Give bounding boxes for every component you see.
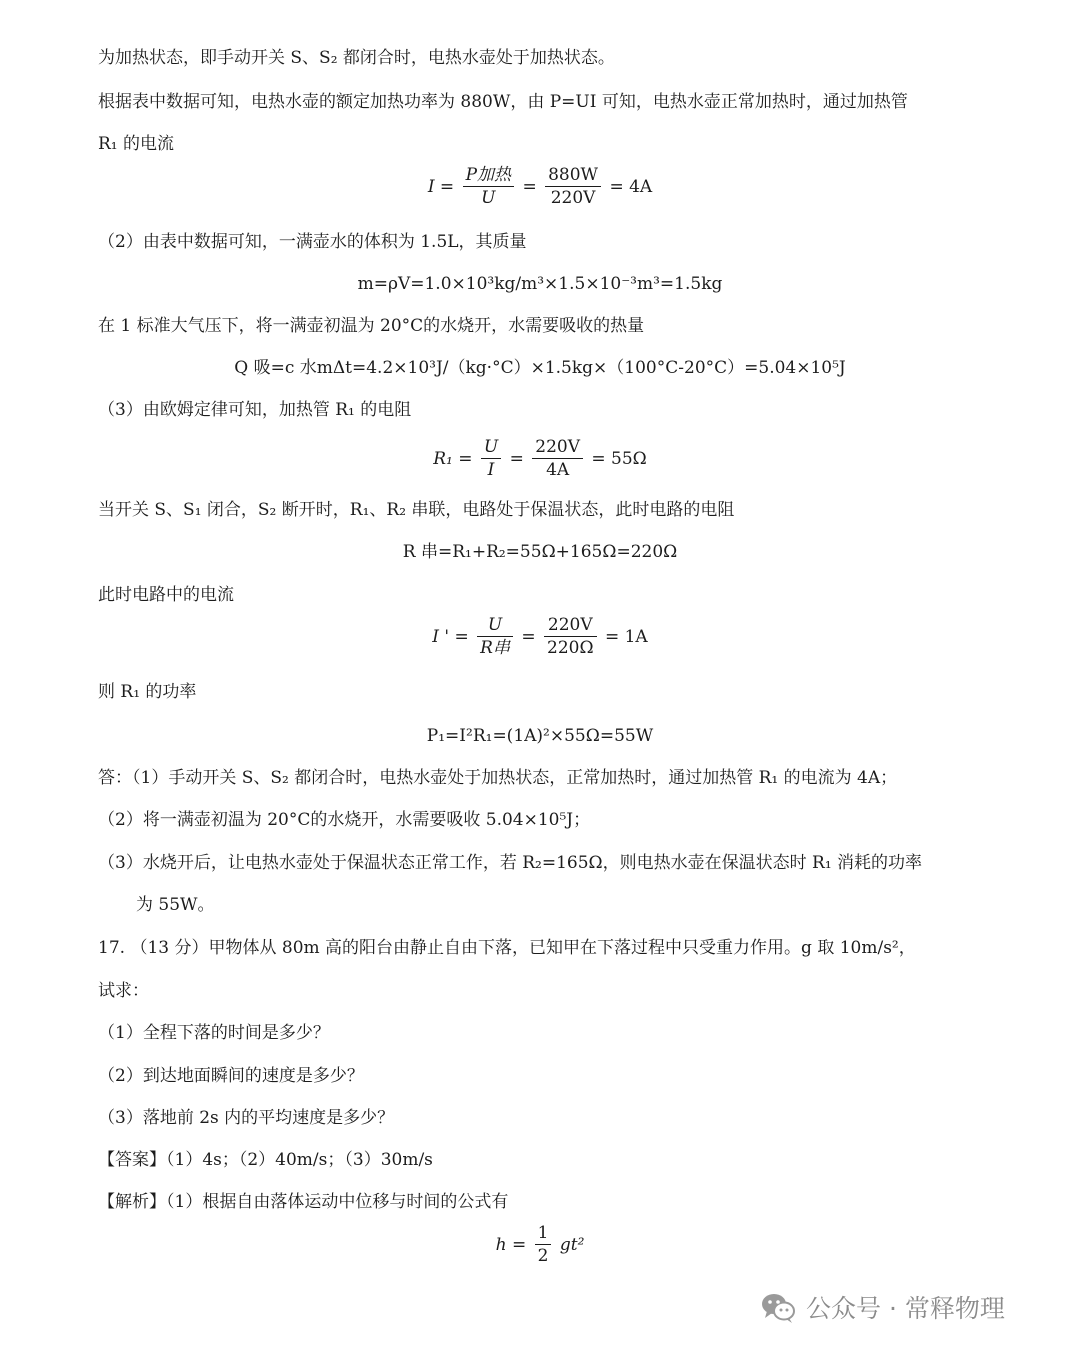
text-line: 当开关 S、S₁ 闭合，S₂ 断开时，R₁、R₂ 串联，电路处于保温状态，此时电路的电阻 — [98, 500, 735, 520]
fraction: $\frac{220V}{220\Omega}$ — [544, 614, 597, 659]
fraction: $\frac{880W}{220V}$ — [545, 164, 601, 209]
equation-current: I = $\frac{\text{P加热}}{U}$ = $\frac{880W}{220V}$ = 4A — [427, 165, 653, 208]
fraction: $\frac{1}{2}$ — [535, 1222, 552, 1267]
analysis-line: 【解析】（1）根据自由落体运动中位移与时间的公式有 — [98, 1192, 509, 1212]
equation-free-fall: h = $\frac{1}{2}$ gt² — [495, 1223, 585, 1266]
answer-line: （3）水烧开后，让电热水壶处于保温状态正常工作，若 R₂=165Ω，则电热水壶在保温状态时 R₁ 消耗的功率 — [98, 853, 923, 873]
answer-summary: 【答案】（1）4s；（2）40m/s；（3）30m/s — [98, 1150, 433, 1170]
watermark — [758, 1287, 1005, 1327]
question-line: （3）落地前 2s 内的平均速度是多少？ — [98, 1108, 395, 1128]
text-line: 根据表中数据可知，电热水壶的额定加热功率为 880W，由 P=UI 可知，电热水壶正常加热时，通过加热管 — [98, 92, 908, 112]
question-line: （2）到达地面瞬间的速度是多少？ — [98, 1066, 364, 1086]
equation-series-current: I ' = $\frac{U}{\text{R串}}$ = $\frac{220V}{220\Omega}$ = 1A — [432, 615, 648, 658]
text-line: 在 1 标准大气压下，将一满壶初温为 20°C的水烧开，水需要吸收的热量 — [98, 316, 645, 336]
question-line: （1）全程下落的时间是多少？ — [98, 1023, 330, 1043]
fraction: $\frac{\text{P加热}}{U}$ — [463, 164, 514, 209]
text-line: R₁ 的电流 — [98, 134, 175, 154]
answer-line: 为 55W。 — [136, 895, 215, 915]
text-line: （3）由欧姆定律可知，加热管 R₁ 的电阻 — [98, 400, 412, 420]
fraction: $\frac{U}{\text{R串}}$ — [477, 614, 513, 659]
wechat-icon — [758, 1287, 798, 1327]
text-line: （2）由表中数据可知，一满壶水的体积为 1.5L，其质量 — [98, 232, 527, 252]
equation-heat: Q 吸=c 水mΔt=4.2×10³J/（kg·°C）×1.5kg×（100°C-20°C）=5.04×10⁵J — [234, 358, 846, 378]
equation-mass: m=ρV=1.0×10³kg/m³×1.5×10⁻³m³=1.5kg — [357, 274, 723, 294]
watermark-text: 公众号 · 常释物理 — [806, 1294, 1005, 1323]
answer-line: （2）将一满壶初温为 20°C的水烧开，水需要吸收 5.04×10⁵J； — [98, 810, 591, 830]
question-line: 试求： — [98, 981, 149, 1001]
fraction: $\frac{220V}{4A}$ — [532, 436, 583, 481]
equation-resistance: R₁ = $\frac{U}{I}$ = $\frac{220V}{4A}$ = 55Ω — [433, 437, 647, 480]
fraction: $\frac{U}{I}$ — [481, 436, 501, 481]
text-line: 为加热状态，即手动开关 S、S₂ 都闭合时，电热水壶处于加热状态。 — [98, 48, 615, 68]
equation-series-resistance: R 串=R₁+R₂=55Ω+165Ω=220Ω — [402, 542, 678, 562]
text-line: 则 R₁ 的功率 — [98, 682, 197, 702]
text-line: 此时电路中的电流 — [98, 585, 234, 605]
answer-line: 答：（1）手动开关 S、S₂ 都闭合时，电热水壶处于加热状态，正常加热时，通过加热管 R₁ 的电流为 4A； — [98, 768, 898, 788]
question-line: 17. （13 分）甲物体从 80m 高的阳台由静止自由下落，已知甲在下落过程中只受重力作用。g 取 10m/s²， — [98, 938, 916, 958]
equation-power: P₁=I²R₁=(1A)²×55Ω=55W — [426, 726, 654, 746]
